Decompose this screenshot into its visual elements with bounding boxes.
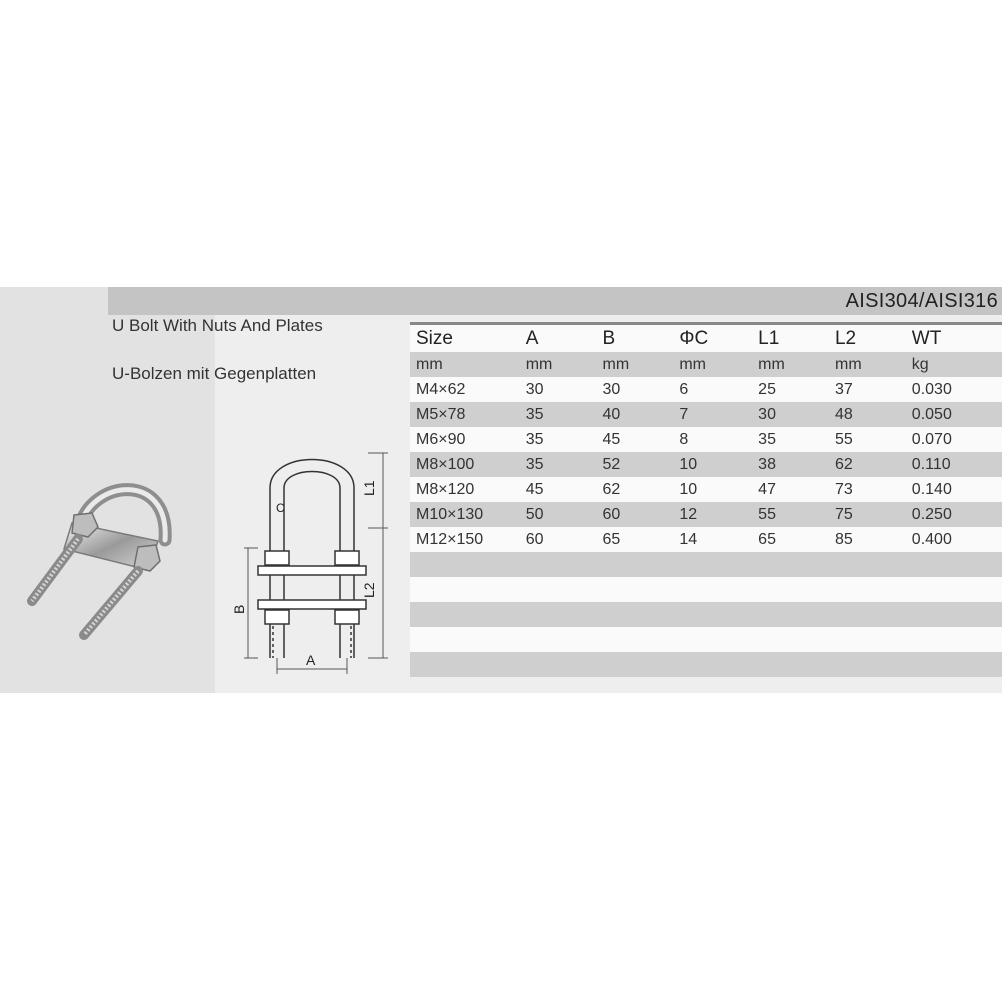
cell-b: 45 — [597, 427, 674, 452]
cell-wt: 0.070 — [906, 427, 1002, 452]
cell-a: 35 — [520, 427, 597, 452]
cell-b: 30 — [597, 377, 674, 402]
dim-l1-label: L1 — [361, 480, 377, 496]
cell-b: 62 — [597, 477, 674, 502]
unit-cell: mm — [752, 352, 829, 377]
cell-l2: 48 — [829, 402, 906, 427]
cell-size: M8×100 — [410, 452, 520, 477]
cell-b: 40 — [597, 402, 674, 427]
table-row — [410, 527, 1002, 552]
cell-l2: 37 — [829, 377, 906, 402]
cell-l2: 85 — [829, 527, 906, 552]
material-label: AISI304/AISI316 — [845, 290, 998, 312]
header-wt: WT — [906, 324, 1002, 353]
cell-l1: 47 — [752, 477, 829, 502]
unit-cell: kg — [906, 352, 1002, 377]
cell-wt: 0.050 — [906, 402, 1002, 427]
cell-size: M12×150 — [410, 527, 520, 552]
cell-a: 60 — [520, 527, 597, 552]
cell-l2: 75 — [829, 502, 906, 527]
table-row — [410, 502, 1002, 527]
cell-wt: 0.250 — [906, 502, 1002, 527]
cell-wt: 0.400 — [906, 527, 1002, 552]
cell-l1: 35 — [752, 427, 829, 452]
dim-b-label: B — [231, 604, 247, 614]
table-row — [410, 377, 1002, 402]
cell-wt: 0.140 — [906, 477, 1002, 502]
cell-l2: 55 — [829, 427, 906, 452]
cell-c: 10 — [673, 452, 752, 477]
cell-l1: 38 — [752, 452, 829, 477]
product-title-de: U-Bolzen mit Gegenplatten — [112, 364, 317, 383]
cell-l2: 62 — [829, 452, 906, 477]
header-b: B — [597, 324, 674, 353]
unit-cell: mm — [673, 352, 752, 377]
cell-wt: 0.030 — [906, 377, 1002, 402]
cell-l1: 25 — [752, 377, 829, 402]
cell-c: 12 — [673, 502, 752, 527]
cell-l1: 65 — [752, 527, 829, 552]
cell-a: 45 — [520, 477, 597, 502]
unit-cell: mm — [597, 352, 674, 377]
table-row — [410, 402, 1002, 427]
header-size: Size — [410, 324, 520, 353]
header-row — [410, 324, 1002, 353]
cell-c: 14 — [673, 527, 752, 552]
table-row — [410, 452, 1002, 477]
empty-row — [410, 552, 1002, 577]
empty-row — [410, 652, 1002, 677]
table-row — [410, 477, 1002, 502]
cell-wt: 0.110 — [906, 452, 1002, 477]
cell-c: 6 — [673, 377, 752, 402]
cell-size: M5×78 — [410, 402, 520, 427]
units-row — [410, 352, 1002, 377]
dim-c-label: C — [276, 501, 285, 515]
u-bolt-drawing — [228, 448, 398, 678]
header-a: A — [520, 324, 597, 353]
empty-row — [410, 602, 1002, 627]
cell-l1: 30 — [752, 402, 829, 427]
cell-c: 10 — [673, 477, 752, 502]
empty-row — [410, 577, 1002, 602]
empty-row — [410, 627, 1002, 652]
unit-cell: mm — [829, 352, 906, 377]
header-l2: L2 — [829, 324, 906, 353]
cell-c: 7 — [673, 402, 752, 427]
cell-size: M10×130 — [410, 502, 520, 527]
cell-a: 50 — [520, 502, 597, 527]
cell-b: 60 — [597, 502, 674, 527]
table-row — [410, 427, 1002, 452]
unit-cell: mm — [520, 352, 597, 377]
cell-b: 52 — [597, 452, 674, 477]
unit-cell: mm — [410, 352, 520, 377]
cell-a: 35 — [520, 402, 597, 427]
cell-size: M8×120 — [410, 477, 520, 502]
cell-size: M6×90 — [410, 427, 520, 452]
product-title-en: U Bolt With Nuts And Plates — [112, 316, 323, 335]
cell-c: 8 — [673, 427, 752, 452]
cell-a: 30 — [520, 377, 597, 402]
cell-l1: 55 — [752, 502, 829, 527]
spec-table — [410, 322, 1002, 677]
cell-a: 35 — [520, 452, 597, 477]
dim-l2-label: L2 — [361, 582, 377, 598]
cell-l2: 73 — [829, 477, 906, 502]
header-l1: L1 — [752, 324, 829, 353]
dim-a-label: A — [306, 652, 316, 668]
cell-size: M4×62 — [410, 377, 520, 402]
header-c: ΦC — [673, 324, 752, 353]
u-bolt-photo — [20, 475, 200, 645]
cell-b: 65 — [597, 527, 674, 552]
